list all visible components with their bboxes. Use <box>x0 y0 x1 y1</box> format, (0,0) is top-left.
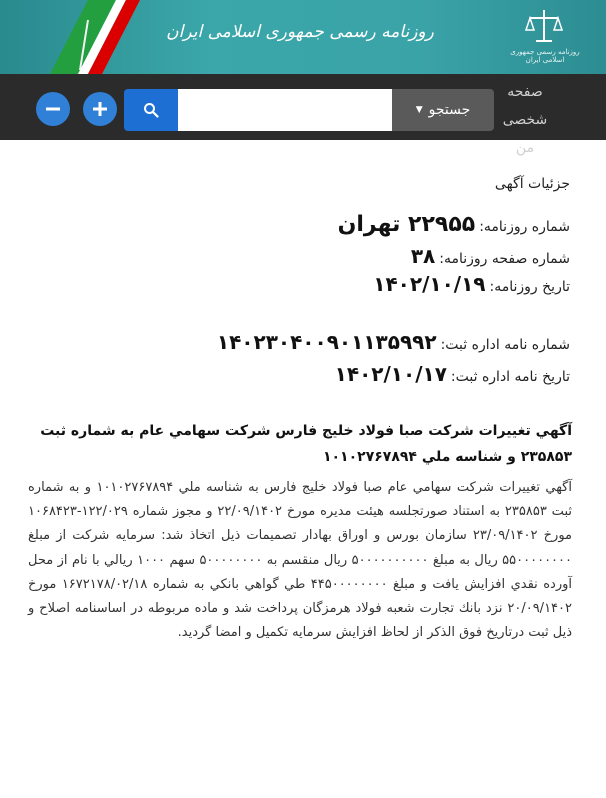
registry-letter-number-value: ۱۴۰۲۳۰۴۰۰۹۰۱۱۳۵۹۹۲ <box>216 330 437 354</box>
registry-letter-date-row <box>335 362 570 386</box>
newspaper-date-value: ۱۴۰۲/۱۰/۱۹ <box>373 272 486 296</box>
search-dropdown[interactable] <box>392 89 494 131</box>
scales-of-justice-icon <box>522 6 566 46</box>
search-button[interactable] <box>124 89 178 131</box>
banner-title: روزنامه رسمی جمهوری اسلامی ایران <box>166 22 434 42</box>
emblem-caption: روزنامه رسمی جمهوری اسلامی ایران <box>510 48 580 64</box>
newspaper-date-label: تاریخ روزنامه: <box>489 279 570 295</box>
newspaper-number-row <box>338 212 570 237</box>
site-banner <box>0 0 606 74</box>
toolbar <box>0 74 606 156</box>
ad-title: آگهي تغييرات شركت صبا فولاد خليج فارس شركت سهامي عام به شماره ثبت ۲۳۵۸۵۳ و شناسه ملي ۱۰۱۰۲۷۶۷۸۹۴ <box>40 423 572 465</box>
registry-letter-date-value: ۱۴۰۲/۱۰/۱۷ <box>334 362 447 386</box>
ad-details <box>0 140 606 798</box>
page-heading: جزئیات آگهی <box>494 176 570 192</box>
my-page-link[interactable]: صفحه شخصی من <box>502 84 548 156</box>
newspaper-number-label: شماره روزنامه: <box>479 219 570 235</box>
caret-down-icon: ▼ <box>415 105 423 115</box>
page-number-row <box>411 244 570 268</box>
search-input[interactable] <box>178 89 392 131</box>
ad-body: آگهي تغييرات شركت سهامي عام صبا فولاد خليج فارس به شناسه ملي ۱۰۱۰۲۷۶۷۸۹۴ و به شماره ثبت ۲۳۵۸۵۳ به استناد صورتجلسه هيئت مديره مورخ ۲۲/۰۹/۱۴۰۲ و مجوز شماره ۱۲۲/۰۲۹-۱۰۶۸۴۲۳ مورخ ۲۳/۰۹/۱۴۰۲ سازمان بورس و اوراق بهادار تصميمات ذيل اتخاذ شد: سرمايه شركت از مبلغ ۵۵۰۰۰۰۰۰۰۰ ريال به مبلغ ۵۰۰۰۰۰۰۰۰۰۰ ريال منقسم به ۵۰۰۰۰۰۰۰۰ سهم ۱۰۰۰ ريالي با نام از محل آورده نقدي افزايش يافت و مبلغ ۴۴۵۰۰۰۰۰۰۰۰ طي گواهي بانكي به شماره ۱۶۷۲۱۷۸/۰۲/۱۸ مورخ ۲۰/۰۹/۱۴۰۲ نزد بانك تجارت شعبه فولاد هرمزگان پرداخت شد و ماده مربوطه در اساسنامه اصلاح و ذيل ثبت درتاريخ فوق الذكر از لحاظ افزايش سرمايه تكميل و امضا گرديد. <box>28 480 573 641</box>
zoom-out-button[interactable] <box>36 92 70 126</box>
registry-letter-date-label: تاریخ نامه اداره ثبت: <box>450 369 570 385</box>
page-number-value: ۳۸ <box>410 244 436 268</box>
iran-flag-icon <box>30 0 140 74</box>
newspaper-number-value: ۲۲۹۵۵ تهران <box>337 212 476 237</box>
registry-letter-number-row <box>217 330 570 354</box>
page-number-label: شماره صفحه روزنامه: <box>439 251 570 267</box>
plus-circle-icon <box>91 100 109 118</box>
minus-circle-icon <box>44 100 62 118</box>
newspaper-date-row <box>373 272 570 296</box>
search-dropdown-label: جستجو <box>428 102 471 118</box>
registry-letter-number-label: شماره نامه اداره ثبت: <box>440 337 570 353</box>
zoom-in-button[interactable] <box>83 92 117 126</box>
magnifier-icon <box>143 102 159 118</box>
